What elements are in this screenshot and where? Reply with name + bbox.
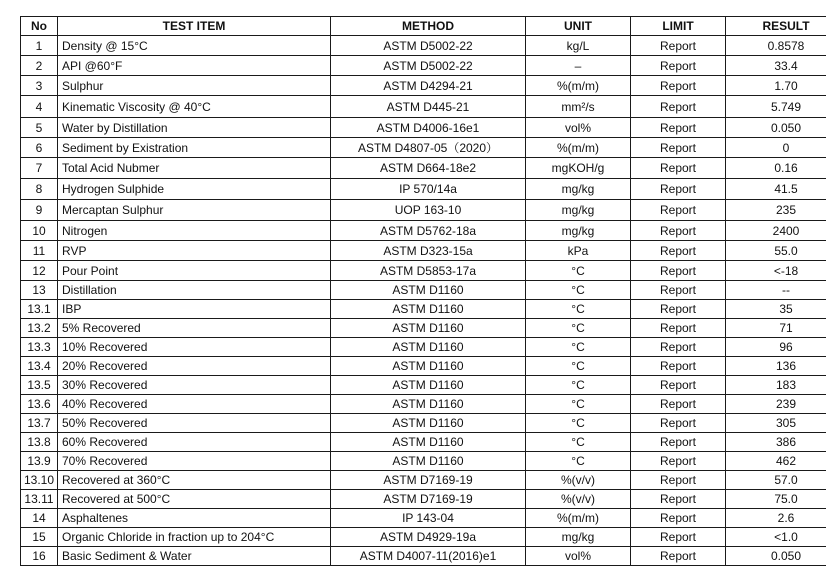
- cell-result: 305: [726, 414, 826, 433]
- cell-limit: Report: [631, 490, 726, 509]
- table-row: [21, 241, 826, 261]
- cell-limit: Report: [631, 179, 726, 200]
- cell-unit: °C: [526, 300, 631, 319]
- cell-result: 235: [726, 200, 826, 221]
- cell-limit: Report: [631, 300, 726, 319]
- cell-unit: °C: [526, 261, 631, 281]
- cell-method: ASTM D4006-16e1: [331, 118, 526, 138]
- cell-test-item: 10% Recovered: [58, 338, 331, 357]
- table-row: [21, 433, 826, 452]
- cell-limit: Report: [631, 433, 726, 452]
- cell-method: ASTM D1160: [331, 414, 526, 433]
- cell-no: 6: [21, 138, 58, 158]
- cell-test-item: 5% Recovered: [58, 319, 331, 338]
- cell-test-item: Nitrogen: [58, 221, 331, 241]
- test-report-sheet: [20, 16, 826, 566]
- cell-unit: °C: [526, 433, 631, 452]
- cell-result: 0: [726, 138, 826, 158]
- cell-unit: kPa: [526, 241, 631, 261]
- cell-limit: Report: [631, 76, 726, 96]
- cell-no: 5: [21, 118, 58, 138]
- table-row: [21, 158, 826, 179]
- cell-limit: Report: [631, 395, 726, 414]
- cell-limit: Report: [631, 547, 726, 566]
- cell-unit: mg/kg: [526, 200, 631, 221]
- cell-unit: mgKOH/g: [526, 158, 631, 179]
- cell-result: --: [726, 281, 826, 300]
- cell-method: ASTM D4294-21: [331, 76, 526, 96]
- cell-method: ASTM D7169-19: [331, 490, 526, 509]
- cell-unit: °C: [526, 357, 631, 376]
- cell-unit: °C: [526, 452, 631, 471]
- cell-result: 183: [726, 376, 826, 395]
- cell-result: 5.749: [726, 96, 826, 118]
- cell-no: 13.11: [21, 490, 58, 509]
- cell-unit: mm²/s: [526, 96, 631, 118]
- cell-method: ASTM D1160: [331, 338, 526, 357]
- cell-unit: %(m/m): [526, 76, 631, 96]
- cell-test-item: Water by Distillation: [58, 118, 331, 138]
- cell-unit: vol%: [526, 118, 631, 138]
- table-row: [21, 376, 826, 395]
- header-no: No: [21, 17, 58, 36]
- table-row: [21, 118, 826, 138]
- cell-limit: Report: [631, 414, 726, 433]
- cell-limit: Report: [631, 471, 726, 490]
- cell-no: 13.8: [21, 433, 58, 452]
- cell-test-item: Total Acid Nubmer: [58, 158, 331, 179]
- table-row: [21, 138, 826, 158]
- cell-test-item: Pour Point: [58, 261, 331, 281]
- table-row: [21, 528, 826, 547]
- cell-result: 35: [726, 300, 826, 319]
- cell-test-item: Recovered at 360°C: [58, 471, 331, 490]
- cell-no: 13.6: [21, 395, 58, 414]
- cell-test-item: 50% Recovered: [58, 414, 331, 433]
- cell-method: ASTM D1160: [331, 300, 526, 319]
- cell-test-item: Recovered at 500°C: [58, 490, 331, 509]
- cell-result: <1.0: [726, 528, 826, 547]
- cell-unit: %(m/m): [526, 509, 631, 528]
- cell-method: ASTM D445-21: [331, 96, 526, 118]
- table-row: [21, 179, 826, 200]
- cell-no: 2: [21, 56, 58, 76]
- cell-limit: Report: [631, 509, 726, 528]
- cell-limit: Report: [631, 281, 726, 300]
- cell-method: ASTM D5762-18a: [331, 221, 526, 241]
- table-row: [21, 56, 826, 76]
- cell-method: ASTM D1160: [331, 452, 526, 471]
- cell-test-item: Sulphur: [58, 76, 331, 96]
- header-unit: UNIT: [526, 17, 631, 36]
- cell-limit: Report: [631, 200, 726, 221]
- table-row: [21, 357, 826, 376]
- cell-test-item: 20% Recovered: [58, 357, 331, 376]
- cell-unit: vol%: [526, 547, 631, 566]
- cell-method: ASTM D1160: [331, 281, 526, 300]
- cell-no: 9: [21, 200, 58, 221]
- cell-no: 13.10: [21, 471, 58, 490]
- cell-test-item: Basic Sediment & Water: [58, 547, 331, 566]
- cell-unit: °C: [526, 338, 631, 357]
- cell-result: 0.050: [726, 118, 826, 138]
- cell-unit: mg/kg: [526, 221, 631, 241]
- cell-no: 13.9: [21, 452, 58, 471]
- cell-unit: °C: [526, 414, 631, 433]
- cell-limit: Report: [631, 96, 726, 118]
- cell-limit: Report: [631, 36, 726, 56]
- cell-result: 0.16: [726, 158, 826, 179]
- table-body: [21, 36, 826, 566]
- cell-limit: Report: [631, 357, 726, 376]
- cell-unit: mg/kg: [526, 528, 631, 547]
- cell-result: 41.5: [726, 179, 826, 200]
- cell-method: ASTM D5002-22: [331, 36, 526, 56]
- cell-test-item: API @60°F: [58, 56, 331, 76]
- cell-test-item: 40% Recovered: [58, 395, 331, 414]
- cell-result: 0.050: [726, 547, 826, 566]
- cell-method: IP 570/14a: [331, 179, 526, 200]
- table-row: [21, 395, 826, 414]
- cell-limit: Report: [631, 261, 726, 281]
- cell-unit: kg/L: [526, 36, 631, 56]
- cell-limit: Report: [631, 528, 726, 547]
- cell-unit: %(v/v): [526, 471, 631, 490]
- cell-no: 13.5: [21, 376, 58, 395]
- cell-result: 55.0: [726, 241, 826, 261]
- cell-limit: Report: [631, 138, 726, 158]
- cell-no: 16: [21, 547, 58, 566]
- cell-result: 462: [726, 452, 826, 471]
- cell-test-item: Asphaltenes: [58, 509, 331, 528]
- test-results-table: [20, 16, 826, 566]
- cell-no: 14: [21, 509, 58, 528]
- cell-no: 13.4: [21, 357, 58, 376]
- cell-method: IP 143-04: [331, 509, 526, 528]
- header-row: [21, 17, 826, 36]
- header-method: METHOD: [331, 17, 526, 36]
- cell-method: ASTM D4807-05（2020）: [331, 138, 526, 158]
- cell-no: 13: [21, 281, 58, 300]
- cell-method: ASTM D5853-17a: [331, 261, 526, 281]
- cell-test-item: RVP: [58, 241, 331, 261]
- cell-test-item: Organic Chloride in fraction up to 204°C: [58, 528, 331, 547]
- cell-no: 7: [21, 158, 58, 179]
- header-limit: LIMIT: [631, 17, 726, 36]
- cell-no: 12: [21, 261, 58, 281]
- cell-method: ASTM D1160: [331, 395, 526, 414]
- table-row: [21, 36, 826, 56]
- cell-no: 13.1: [21, 300, 58, 319]
- cell-no: 13.3: [21, 338, 58, 357]
- cell-result: 75.0: [726, 490, 826, 509]
- cell-no: 4: [21, 96, 58, 118]
- cell-method: ASTM D4929-19a: [331, 528, 526, 547]
- cell-result: 96: [726, 338, 826, 357]
- cell-limit: Report: [631, 338, 726, 357]
- cell-method: ASTM D4007-11(2016)e1: [331, 547, 526, 566]
- cell-unit: mg/kg: [526, 179, 631, 200]
- table-row: [21, 221, 826, 241]
- cell-unit: °C: [526, 319, 631, 338]
- cell-result: 33.4: [726, 56, 826, 76]
- cell-no: 1: [21, 36, 58, 56]
- cell-limit: Report: [631, 56, 726, 76]
- cell-test-item: Sediment by Existration: [58, 138, 331, 158]
- cell-no: 11: [21, 241, 58, 261]
- cell-limit: Report: [631, 221, 726, 241]
- cell-method: ASTM D5002-22: [331, 56, 526, 76]
- cell-limit: Report: [631, 118, 726, 138]
- cell-limit: Report: [631, 241, 726, 261]
- cell-test-item: Mercaptan Sulphur: [58, 200, 331, 221]
- cell-method: ASTM D7169-19: [331, 471, 526, 490]
- table-row: [21, 319, 826, 338]
- cell-method: ASTM D664-18e2: [331, 158, 526, 179]
- cell-method: ASTM D323-15a: [331, 241, 526, 261]
- cell-test-item: 70% Recovered: [58, 452, 331, 471]
- cell-test-item: 30% Recovered: [58, 376, 331, 395]
- cell-limit: Report: [631, 158, 726, 179]
- cell-result: 71: [726, 319, 826, 338]
- table-row: [21, 281, 826, 300]
- cell-method: UOP 163-10: [331, 200, 526, 221]
- table-row: [21, 96, 826, 118]
- cell-test-item: Hydrogen Sulphide: [58, 179, 331, 200]
- table-row: [21, 200, 826, 221]
- cell-test-item: IBP: [58, 300, 331, 319]
- cell-test-item: 60% Recovered: [58, 433, 331, 452]
- cell-unit: °C: [526, 395, 631, 414]
- cell-result: 0.8578: [726, 36, 826, 56]
- table-row: [21, 414, 826, 433]
- cell-limit: Report: [631, 452, 726, 471]
- table-row: [21, 547, 826, 566]
- table-row: [21, 76, 826, 96]
- cell-result: 1.70: [726, 76, 826, 96]
- cell-no: 15: [21, 528, 58, 547]
- cell-unit: °C: [526, 281, 631, 300]
- cell-result: <-18: [726, 261, 826, 281]
- cell-result: 2.6: [726, 509, 826, 528]
- cell-unit: %(v/v): [526, 490, 631, 509]
- cell-test-item: Kinematic Viscosity @ 40°C: [58, 96, 331, 118]
- cell-no: 10: [21, 221, 58, 241]
- cell-unit: %(m/m): [526, 138, 631, 158]
- cell-method: ASTM D1160: [331, 433, 526, 452]
- table-row: [21, 509, 826, 528]
- cell-result: 57.0: [726, 471, 826, 490]
- cell-method: ASTM D1160: [331, 319, 526, 338]
- cell-no: 13.2: [21, 319, 58, 338]
- cell-method: ASTM D1160: [331, 357, 526, 376]
- cell-limit: Report: [631, 319, 726, 338]
- table-row: [21, 300, 826, 319]
- table-row: [21, 471, 826, 490]
- cell-unit: –: [526, 56, 631, 76]
- cell-no: 8: [21, 179, 58, 200]
- table-row: [21, 338, 826, 357]
- cell-result: 2400: [726, 221, 826, 241]
- cell-result: 239: [726, 395, 826, 414]
- table-row: [21, 261, 826, 281]
- cell-result: 136: [726, 357, 826, 376]
- cell-result: 386: [726, 433, 826, 452]
- cell-no: 13.7: [21, 414, 58, 433]
- cell-test-item: Density @ 15°C: [58, 36, 331, 56]
- table-row: [21, 452, 826, 471]
- cell-method: ASTM D1160: [331, 376, 526, 395]
- cell-no: 3: [21, 76, 58, 96]
- cell-test-item: Distillation: [58, 281, 331, 300]
- header-result: RESULT: [726, 17, 826, 36]
- cell-unit: °C: [526, 376, 631, 395]
- header-test-item: TEST ITEM: [58, 17, 331, 36]
- cell-limit: Report: [631, 376, 726, 395]
- table-row: [21, 490, 826, 509]
